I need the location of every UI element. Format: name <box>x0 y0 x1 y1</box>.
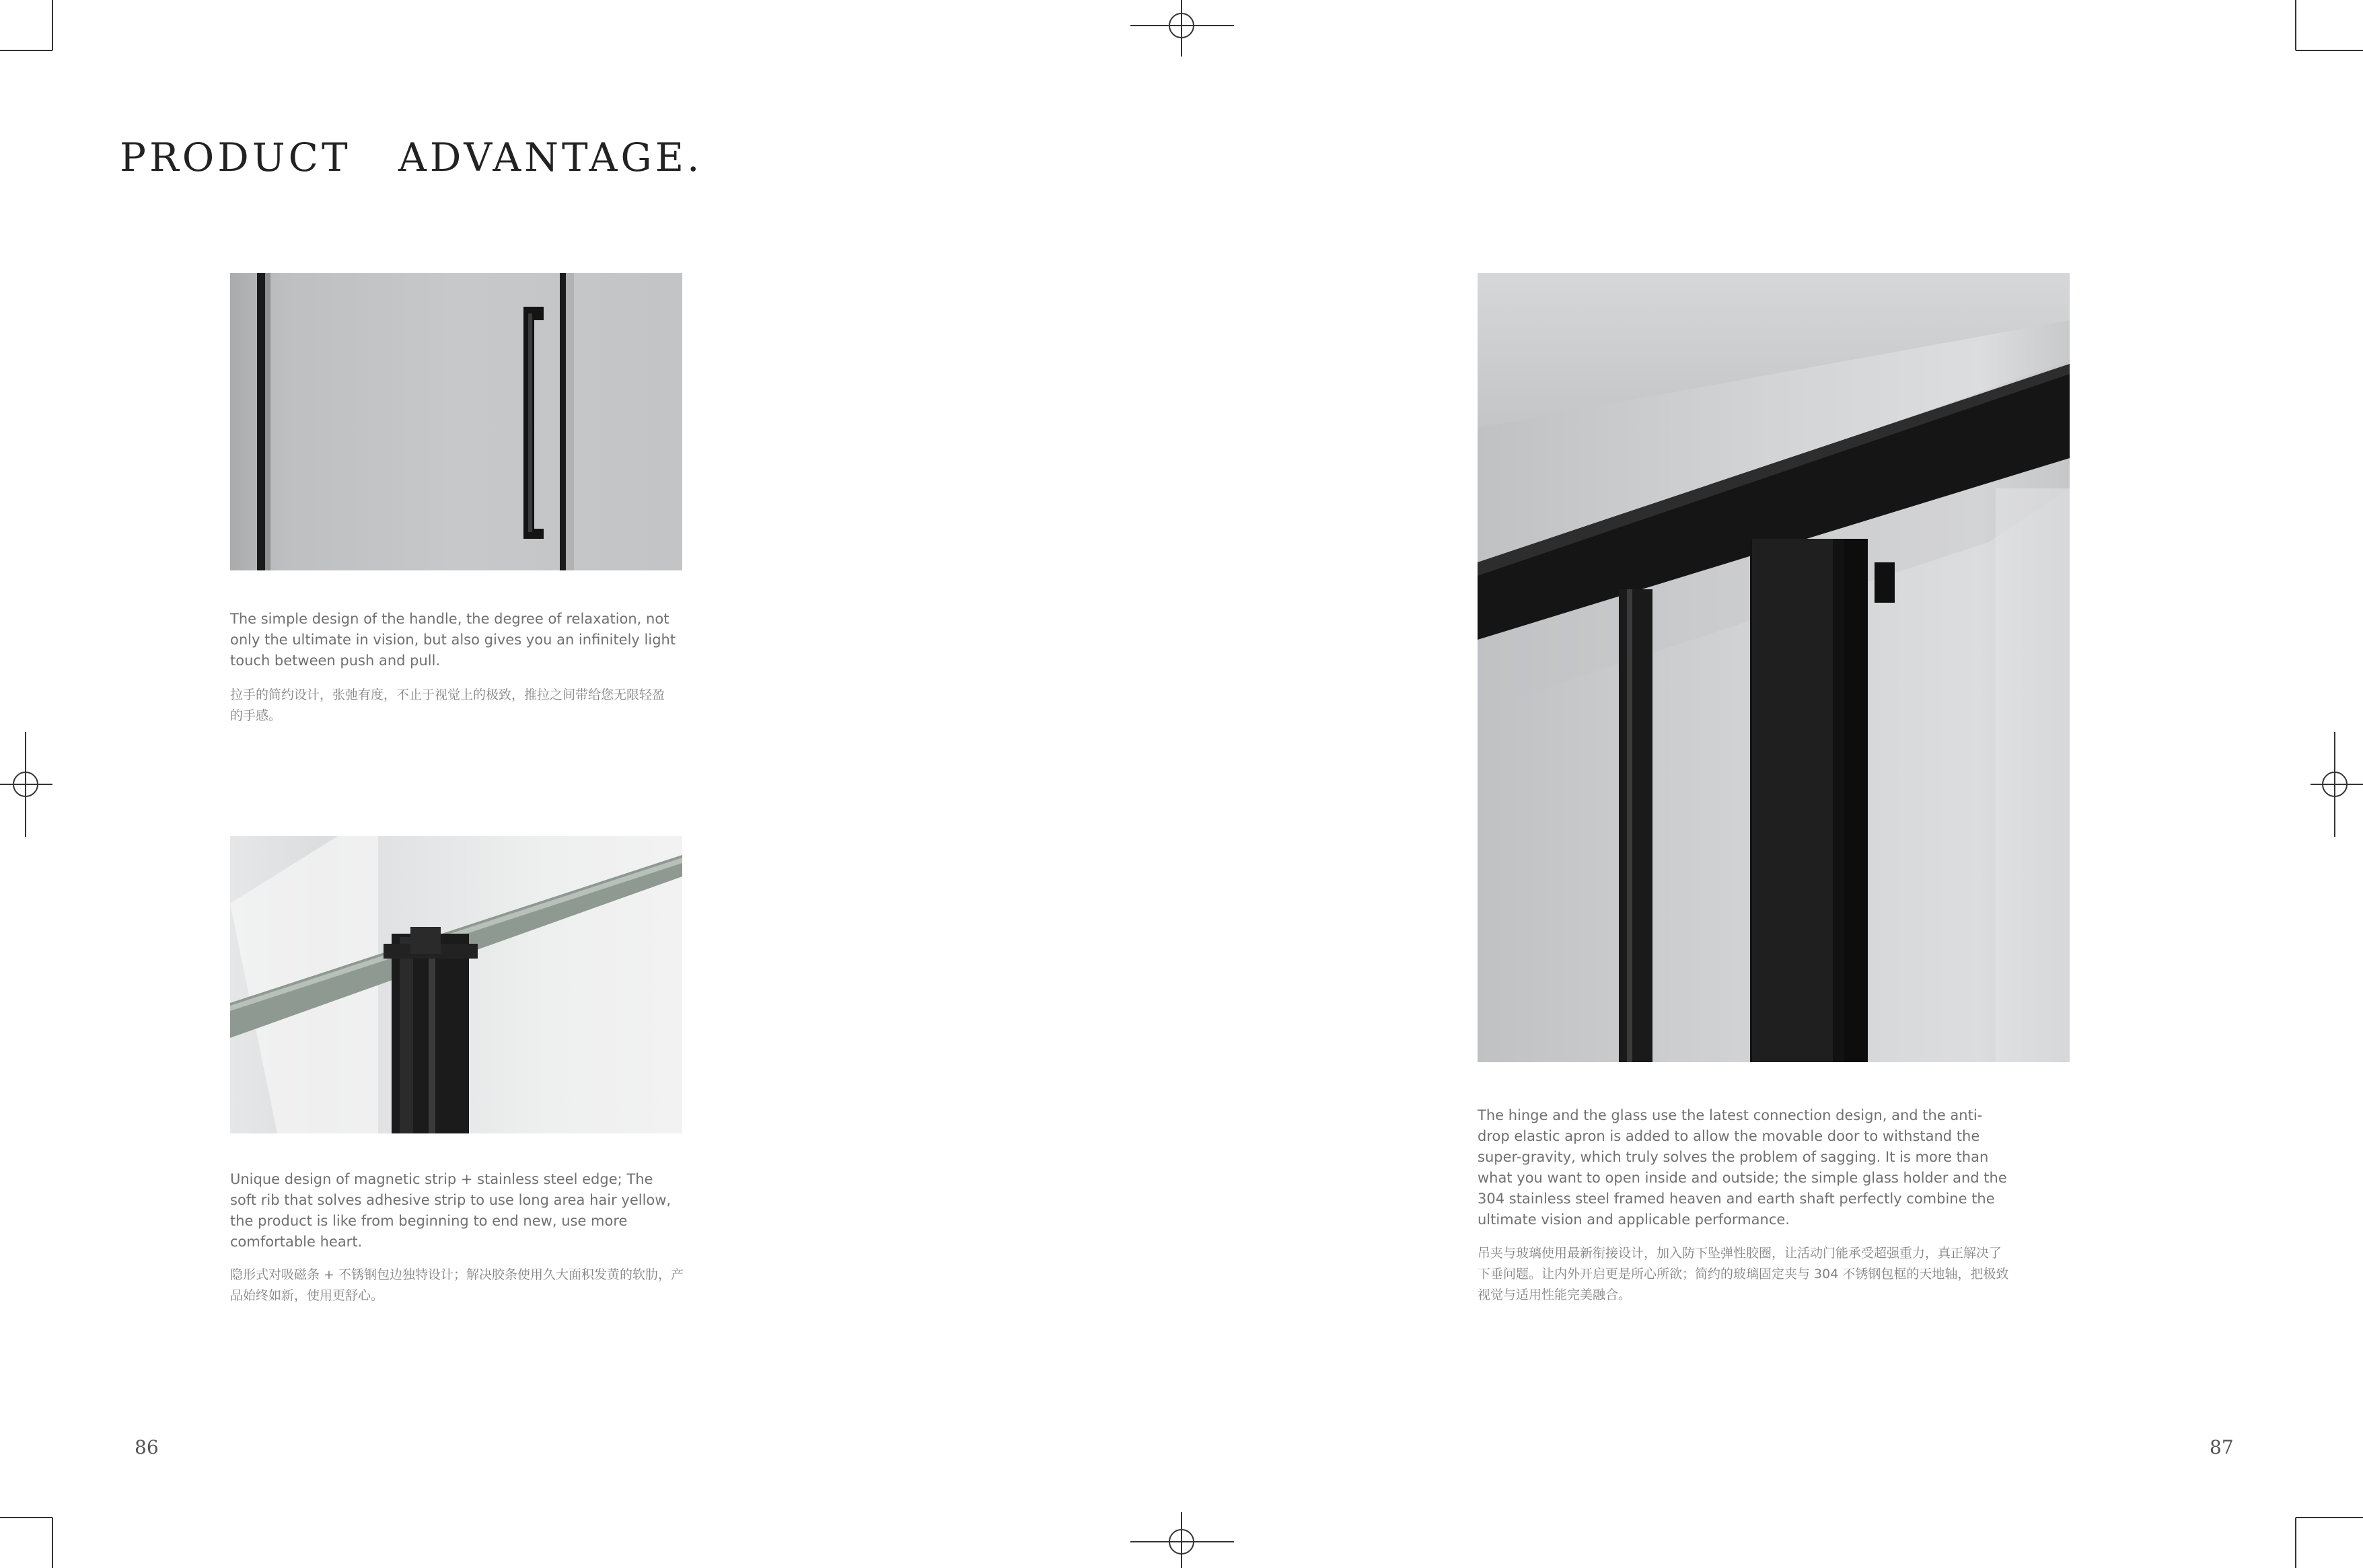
hinge-description-zh: 吊夹与玻璃使用最新衔接设计，加入防下坠弹性胶圈，让活动门能承受超强重力，真正解决了下垂问题。让内外开启更是所心所欲；简约的玻璃固定夹与 304 不锈钢包框的天地轴，把极致视觉与适用性能完美融合。 <box>1478 1246 2009 1302</box>
handle-description-zh: 拉手的简约设计，张弛有度，不止于视觉上的极致，推拉之间带给您无限轻盈的手感。 <box>230 687 665 723</box>
page-number-left: 86 <box>135 1436 159 1458</box>
title-word-product: PRODUCT <box>120 135 351 180</box>
title-word-advantage: ADVANTAGE. <box>398 135 703 180</box>
page-number-right: 87 <box>2210 1436 2234 1458</box>
magnetic-strip-description-en: Unique design of magnetic strip + stainless steel edge; The soft rib that solves adhesive strip to use long area hair yellow, the product is like from beginning to end new, use more comfortable heart. <box>230 1171 671 1250</box>
magnetic-strip-photo <box>230 836 682 1133</box>
page-title <box>120 135 860 180</box>
handle-photo <box>230 273 682 570</box>
magnetic-strip-description-zh: 隐形式对吸磁条 + 不锈钢包边独特设计；解决胶条使用久大面积发黄的软肋，产品始终如新，使用更舒心。 <box>230 1267 684 1303</box>
hinge-description-en: The hinge and the glass use the latest connection design, and the anti-drop elastic apron is added to allow the movable door to withstand the super-gravity, which truly solves the problem of sagging. It is more than what you want to open inside and outside; the simple glass holder and the 304 stainless steel framed heaven and earth shaft perfectly combine the ultimate vision and applicable performance. <box>1478 1107 2007 1228</box>
hinge-clamp-photo <box>1478 273 2070 1062</box>
handle-description-en: The simple design of the handle, the degree of relaxation, not only the ultimate in vision, but also gives you an infinitely light touch between push and pull. <box>230 611 676 669</box>
